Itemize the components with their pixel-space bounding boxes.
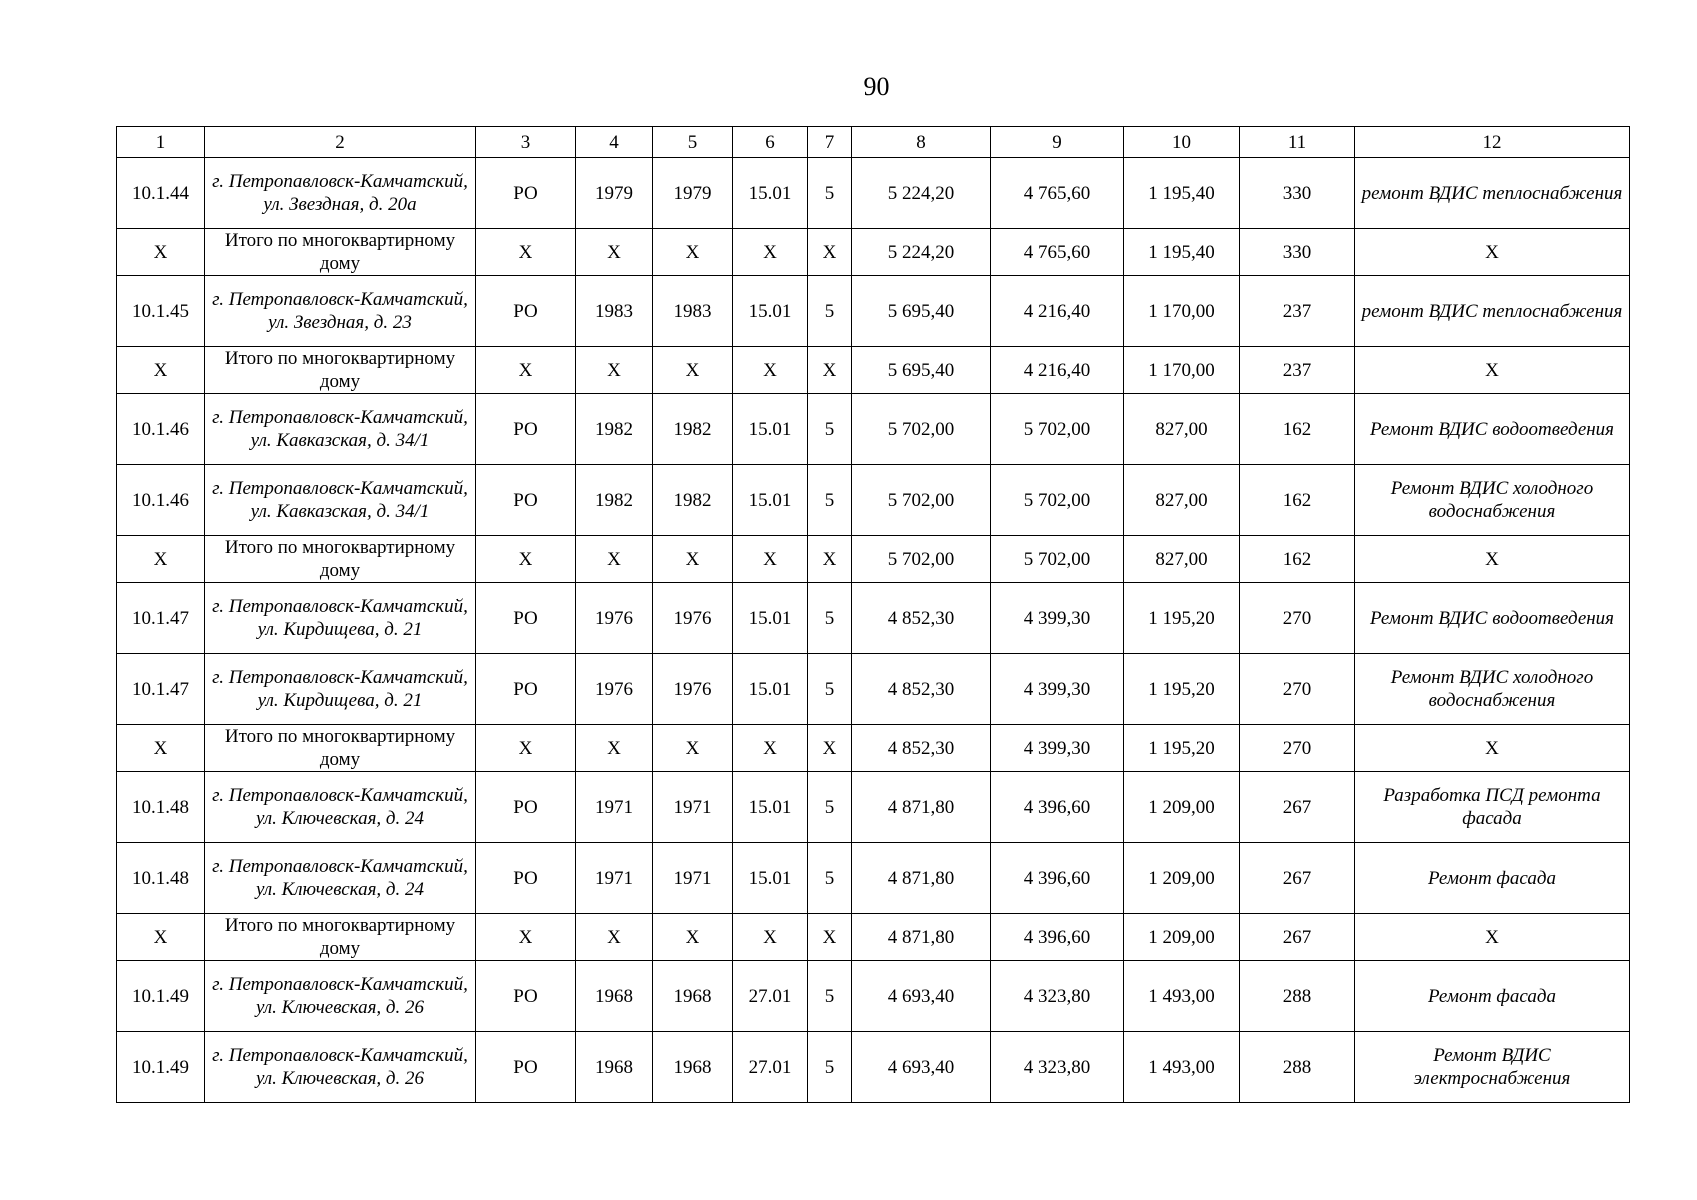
table-row bbox=[117, 583, 1630, 654]
cell-year-built: 1968 bbox=[576, 961, 653, 1032]
cell-work-type: X bbox=[1355, 536, 1630, 583]
cell-year-commissioned: 1976 bbox=[653, 583, 733, 654]
cell-work-type: Ремонт фасада bbox=[1355, 843, 1630, 914]
cell-floors: 5 bbox=[808, 276, 852, 347]
cell-program: X bbox=[476, 347, 576, 394]
cell-work-code: 15.01 bbox=[733, 583, 808, 654]
cell-total-area: 4 871,80 bbox=[852, 772, 991, 843]
cell-year-commissioned: 1976 bbox=[653, 654, 733, 725]
cell-row-number: X bbox=[117, 347, 205, 394]
cell-floors: X bbox=[808, 229, 852, 276]
cell-work-type: ремонт ВДИС теплоснабжения bbox=[1355, 158, 1630, 229]
table-row bbox=[117, 654, 1630, 725]
cell-year-commissioned: 1983 bbox=[653, 276, 733, 347]
column-header: 8 bbox=[852, 127, 991, 158]
cell-year-built: X bbox=[576, 536, 653, 583]
cell-cost-per-unit: 1 170,00 bbox=[1124, 276, 1240, 347]
cell-cost-per-unit: 1 493,00 bbox=[1124, 961, 1240, 1032]
cell-row-number: X bbox=[117, 229, 205, 276]
cell-living-area: 5 702,00 bbox=[991, 536, 1124, 583]
column-header: 3 bbox=[476, 127, 576, 158]
cell-residents: 270 bbox=[1240, 654, 1355, 725]
cell-year-commissioned: X bbox=[653, 347, 733, 394]
cell-living-area: 4 396,60 bbox=[991, 843, 1124, 914]
cell-floors: 5 bbox=[808, 772, 852, 843]
cell-year-commissioned: 1968 bbox=[653, 1032, 733, 1103]
column-header: 2 bbox=[205, 127, 476, 158]
cell-cost-per-unit: 1 195,20 bbox=[1124, 725, 1240, 772]
cell-row-number: X bbox=[117, 914, 205, 961]
cell-work-type: Разработка ПСД ремонта фасада bbox=[1355, 772, 1630, 843]
cell-address: г. Петропавловск-Камчатский, ул. Ключевская, д. 26 bbox=[205, 1032, 476, 1103]
cell-work-type: X bbox=[1355, 229, 1630, 276]
cell-address: г. Петропавловск-Камчатский, ул. Звездная, д. 23 bbox=[205, 276, 476, 347]
cell-work-type: Ремонт ВДИС водоотведения bbox=[1355, 394, 1630, 465]
column-header: 5 bbox=[653, 127, 733, 158]
cell-address: г. Петропавловск-Камчатский, ул. Звездная, д. 20а bbox=[205, 158, 476, 229]
table-row-total bbox=[117, 725, 1630, 772]
cell-residents: 330 bbox=[1240, 229, 1355, 276]
cell-address: г. Петропавловск-Камчатский, ул. Кавказская, д. 34/1 bbox=[205, 394, 476, 465]
column-header: 9 bbox=[991, 127, 1124, 158]
cell-living-area: 4 399,30 bbox=[991, 725, 1124, 772]
cell-year-commissioned: X bbox=[653, 725, 733, 772]
cell-address: г. Петропавловск-Камчатский, ул. Ключевская, д. 24 bbox=[205, 772, 476, 843]
cell-program: РО bbox=[476, 772, 576, 843]
column-header: 12 bbox=[1355, 127, 1630, 158]
column-header: 1 bbox=[117, 127, 205, 158]
cell-program: РО bbox=[476, 961, 576, 1032]
cell-address: г. Петропавловск-Камчатский, ул. Ключевская, д. 24 bbox=[205, 843, 476, 914]
cell-living-area: 4 765,60 bbox=[991, 229, 1124, 276]
cell-address: Итого по многоквартирному дому bbox=[205, 229, 476, 276]
cell-work-type: Ремонт ВДИС электроснабжения bbox=[1355, 1032, 1630, 1103]
cell-work-type: X bbox=[1355, 725, 1630, 772]
cell-year-built: X bbox=[576, 347, 653, 394]
table-row bbox=[117, 1032, 1630, 1103]
table-row-total bbox=[117, 347, 1630, 394]
cell-row-number: 10.1.47 bbox=[117, 654, 205, 725]
cell-year-commissioned: 1982 bbox=[653, 394, 733, 465]
cell-work-type: Ремонт ВДИС холодного водоснабжения bbox=[1355, 465, 1630, 536]
cell-address: г. Петропавловск-Камчатский, ул. Кавказская, д. 34/1 bbox=[205, 465, 476, 536]
cell-address: Итого по многоквартирному дому bbox=[205, 347, 476, 394]
cell-row-number: 10.1.48 bbox=[117, 843, 205, 914]
cell-row-number: X bbox=[117, 725, 205, 772]
cell-cost-per-unit: 1 195,20 bbox=[1124, 583, 1240, 654]
cell-work-type: Ремонт ВДИС водоотведения bbox=[1355, 583, 1630, 654]
cell-program: РО bbox=[476, 276, 576, 347]
column-number-row bbox=[117, 127, 1630, 158]
cell-work-code: 27.01 bbox=[733, 1032, 808, 1103]
column-header: 10 bbox=[1124, 127, 1240, 158]
cell-year-built: X bbox=[576, 725, 653, 772]
cell-floors: 5 bbox=[808, 158, 852, 229]
cell-row-number: 10.1.47 bbox=[117, 583, 205, 654]
cell-program: X bbox=[476, 725, 576, 772]
cell-year-commissioned: 1968 bbox=[653, 961, 733, 1032]
cell-total-area: 5 695,40 bbox=[852, 347, 991, 394]
table-body bbox=[117, 158, 1630, 1103]
cell-floors: 5 bbox=[808, 465, 852, 536]
cell-program: X bbox=[476, 229, 576, 276]
cell-total-area: 5 224,20 bbox=[852, 229, 991, 276]
cell-cost-per-unit: 1 195,40 bbox=[1124, 158, 1240, 229]
cell-cost-per-unit: 1 209,00 bbox=[1124, 843, 1240, 914]
cell-year-built: 1971 bbox=[576, 843, 653, 914]
cell-residents: 237 bbox=[1240, 347, 1355, 394]
cell-row-number: 10.1.48 bbox=[117, 772, 205, 843]
table-row-total bbox=[117, 914, 1630, 961]
cell-work-code: 15.01 bbox=[733, 654, 808, 725]
cell-living-area: 4 399,30 bbox=[991, 583, 1124, 654]
cell-total-area: 4 852,30 bbox=[852, 725, 991, 772]
cell-floors: X bbox=[808, 536, 852, 583]
table-row bbox=[117, 276, 1630, 347]
cell-cost-per-unit: 1 170,00 bbox=[1124, 347, 1240, 394]
cell-address: г. Петропавловск-Камчатский, ул. Ключевская, д. 26 bbox=[205, 961, 476, 1032]
cell-cost-per-unit: 1 195,20 bbox=[1124, 654, 1240, 725]
cell-residents: 270 bbox=[1240, 583, 1355, 654]
cell-living-area: 4 323,80 bbox=[991, 961, 1124, 1032]
cell-year-built: X bbox=[576, 229, 653, 276]
cell-year-built: 1976 bbox=[576, 583, 653, 654]
cell-cost-per-unit: 827,00 bbox=[1124, 536, 1240, 583]
cell-total-area: 5 702,00 bbox=[852, 536, 991, 583]
cell-floors: 5 bbox=[808, 654, 852, 725]
cell-total-area: 5 702,00 bbox=[852, 465, 991, 536]
cell-address: Итого по многоквартирному дому bbox=[205, 536, 476, 583]
page-number: 90 bbox=[863, 72, 890, 101]
cell-total-area: 5 695,40 bbox=[852, 276, 991, 347]
cell-year-commissioned: X bbox=[653, 229, 733, 276]
cell-program: РО bbox=[476, 843, 576, 914]
cell-work-code: 15.01 bbox=[733, 158, 808, 229]
cell-row-number: 10.1.49 bbox=[117, 961, 205, 1032]
cell-work-type: Ремонт фасада bbox=[1355, 961, 1630, 1032]
cell-work-code: X bbox=[733, 229, 808, 276]
table-row bbox=[117, 961, 1630, 1032]
cell-address: г. Петропавловск-Камчатский, ул. Кирдищева, д. 21 bbox=[205, 654, 476, 725]
cell-year-built: 1979 bbox=[576, 158, 653, 229]
cell-work-code: X bbox=[733, 347, 808, 394]
cell-residents: 237 bbox=[1240, 276, 1355, 347]
cell-work-code: 15.01 bbox=[733, 843, 808, 914]
cell-residents: 162 bbox=[1240, 465, 1355, 536]
cell-residents: 288 bbox=[1240, 961, 1355, 1032]
cell-year-commissioned: 1979 bbox=[653, 158, 733, 229]
table-row-total bbox=[117, 229, 1630, 276]
cell-total-area: 4 852,30 bbox=[852, 583, 991, 654]
cell-work-code: X bbox=[733, 914, 808, 961]
cell-year-built: 1983 bbox=[576, 276, 653, 347]
cell-program: РО bbox=[476, 1032, 576, 1103]
cell-work-code: 27.01 bbox=[733, 961, 808, 1032]
cell-cost-per-unit: 827,00 bbox=[1124, 465, 1240, 536]
cell-address: Итого по многоквартирному дому bbox=[205, 914, 476, 961]
cell-floors: 5 bbox=[808, 961, 852, 1032]
table-row bbox=[117, 465, 1630, 536]
column-header: 4 bbox=[576, 127, 653, 158]
column-header: 7 bbox=[808, 127, 852, 158]
cell-cost-per-unit: 1 493,00 bbox=[1124, 1032, 1240, 1103]
cell-work-code: 15.01 bbox=[733, 772, 808, 843]
cell-floors: 5 bbox=[808, 394, 852, 465]
cell-year-commissioned: X bbox=[653, 536, 733, 583]
cell-work-code: 15.01 bbox=[733, 276, 808, 347]
cell-work-code: 15.01 bbox=[733, 465, 808, 536]
cell-floors: X bbox=[808, 347, 852, 394]
cell-residents: 270 bbox=[1240, 725, 1355, 772]
cell-row-number: 10.1.44 bbox=[117, 158, 205, 229]
cell-program: РО bbox=[476, 158, 576, 229]
cell-year-commissioned: 1971 bbox=[653, 843, 733, 914]
cell-floors: X bbox=[808, 914, 852, 961]
cell-total-area: 4 852,30 bbox=[852, 654, 991, 725]
cell-total-area: 4 871,80 bbox=[852, 914, 991, 961]
cell-living-area: 5 702,00 bbox=[991, 394, 1124, 465]
cell-cost-per-unit: 1 195,40 bbox=[1124, 229, 1240, 276]
cell-work-type: Ремонт ВДИС холодного водоснабжения bbox=[1355, 654, 1630, 725]
cell-program: РО bbox=[476, 583, 576, 654]
cell-work-code: 15.01 bbox=[733, 394, 808, 465]
cell-living-area: 5 702,00 bbox=[991, 465, 1124, 536]
cell-living-area: 4 216,40 bbox=[991, 276, 1124, 347]
data-table bbox=[116, 126, 1630, 1103]
cell-year-built: 1982 bbox=[576, 465, 653, 536]
cell-living-area: 4 765,60 bbox=[991, 158, 1124, 229]
cell-cost-per-unit: 1 209,00 bbox=[1124, 772, 1240, 843]
cell-living-area: 4 323,80 bbox=[991, 1032, 1124, 1103]
cell-row-number: X bbox=[117, 536, 205, 583]
cell-year-commissioned: X bbox=[653, 914, 733, 961]
cell-row-number: 10.1.49 bbox=[117, 1032, 205, 1103]
cell-work-code: X bbox=[733, 536, 808, 583]
cell-row-number: 10.1.46 bbox=[117, 394, 205, 465]
cell-residents: 288 bbox=[1240, 1032, 1355, 1103]
cell-program: РО bbox=[476, 394, 576, 465]
cell-total-area: 5 702,00 bbox=[852, 394, 991, 465]
cell-year-commissioned: 1982 bbox=[653, 465, 733, 536]
cell-living-area: 4 216,40 bbox=[991, 347, 1124, 394]
cell-year-built: 1982 bbox=[576, 394, 653, 465]
cell-total-area: 5 224,20 bbox=[852, 158, 991, 229]
column-header: 6 bbox=[733, 127, 808, 158]
cell-work-code: X bbox=[733, 725, 808, 772]
cell-year-built: 1976 bbox=[576, 654, 653, 725]
cell-floors: 5 bbox=[808, 1032, 852, 1103]
table-row-total bbox=[117, 536, 1630, 583]
cell-work-type: ремонт ВДИС теплоснабжения bbox=[1355, 276, 1630, 347]
cell-program: X bbox=[476, 536, 576, 583]
cell-total-area: 4 693,40 bbox=[852, 961, 991, 1032]
cell-residents: 162 bbox=[1240, 536, 1355, 583]
table-row bbox=[117, 394, 1630, 465]
cell-year-built: X bbox=[576, 914, 653, 961]
cell-year-built: 1968 bbox=[576, 1032, 653, 1103]
cell-cost-per-unit: 827,00 bbox=[1124, 394, 1240, 465]
cell-floors: X bbox=[808, 725, 852, 772]
cell-residents: 267 bbox=[1240, 772, 1355, 843]
cell-cost-per-unit: 1 209,00 bbox=[1124, 914, 1240, 961]
cell-row-number: 10.1.45 bbox=[117, 276, 205, 347]
cell-year-commissioned: 1971 bbox=[653, 772, 733, 843]
cell-program: РО bbox=[476, 654, 576, 725]
cell-residents: 162 bbox=[1240, 394, 1355, 465]
table-row bbox=[117, 158, 1630, 229]
cell-year-built: 1971 bbox=[576, 772, 653, 843]
cell-floors: 5 bbox=[808, 843, 852, 914]
cell-residents: 330 bbox=[1240, 158, 1355, 229]
cell-work-type: X bbox=[1355, 347, 1630, 394]
cell-total-area: 4 871,80 bbox=[852, 843, 991, 914]
cell-row-number: 10.1.46 bbox=[117, 465, 205, 536]
cell-living-area: 4 396,60 bbox=[991, 772, 1124, 843]
cell-work-type: X bbox=[1355, 914, 1630, 961]
cell-address: г. Петропавловск-Камчатский, ул. Кирдищева, д. 21 bbox=[205, 583, 476, 654]
table-row bbox=[117, 843, 1630, 914]
cell-residents: 267 bbox=[1240, 914, 1355, 961]
cell-residents: 267 bbox=[1240, 843, 1355, 914]
column-header: 11 bbox=[1240, 127, 1355, 158]
cell-program: X bbox=[476, 914, 576, 961]
table-row bbox=[117, 772, 1630, 843]
cell-living-area: 4 396,60 bbox=[991, 914, 1124, 961]
cell-program: РО bbox=[476, 465, 576, 536]
cell-address: Итого по многоквартирному дому bbox=[205, 725, 476, 772]
cell-living-area: 4 399,30 bbox=[991, 654, 1124, 725]
cell-total-area: 4 693,40 bbox=[852, 1032, 991, 1103]
cell-floors: 5 bbox=[808, 583, 852, 654]
